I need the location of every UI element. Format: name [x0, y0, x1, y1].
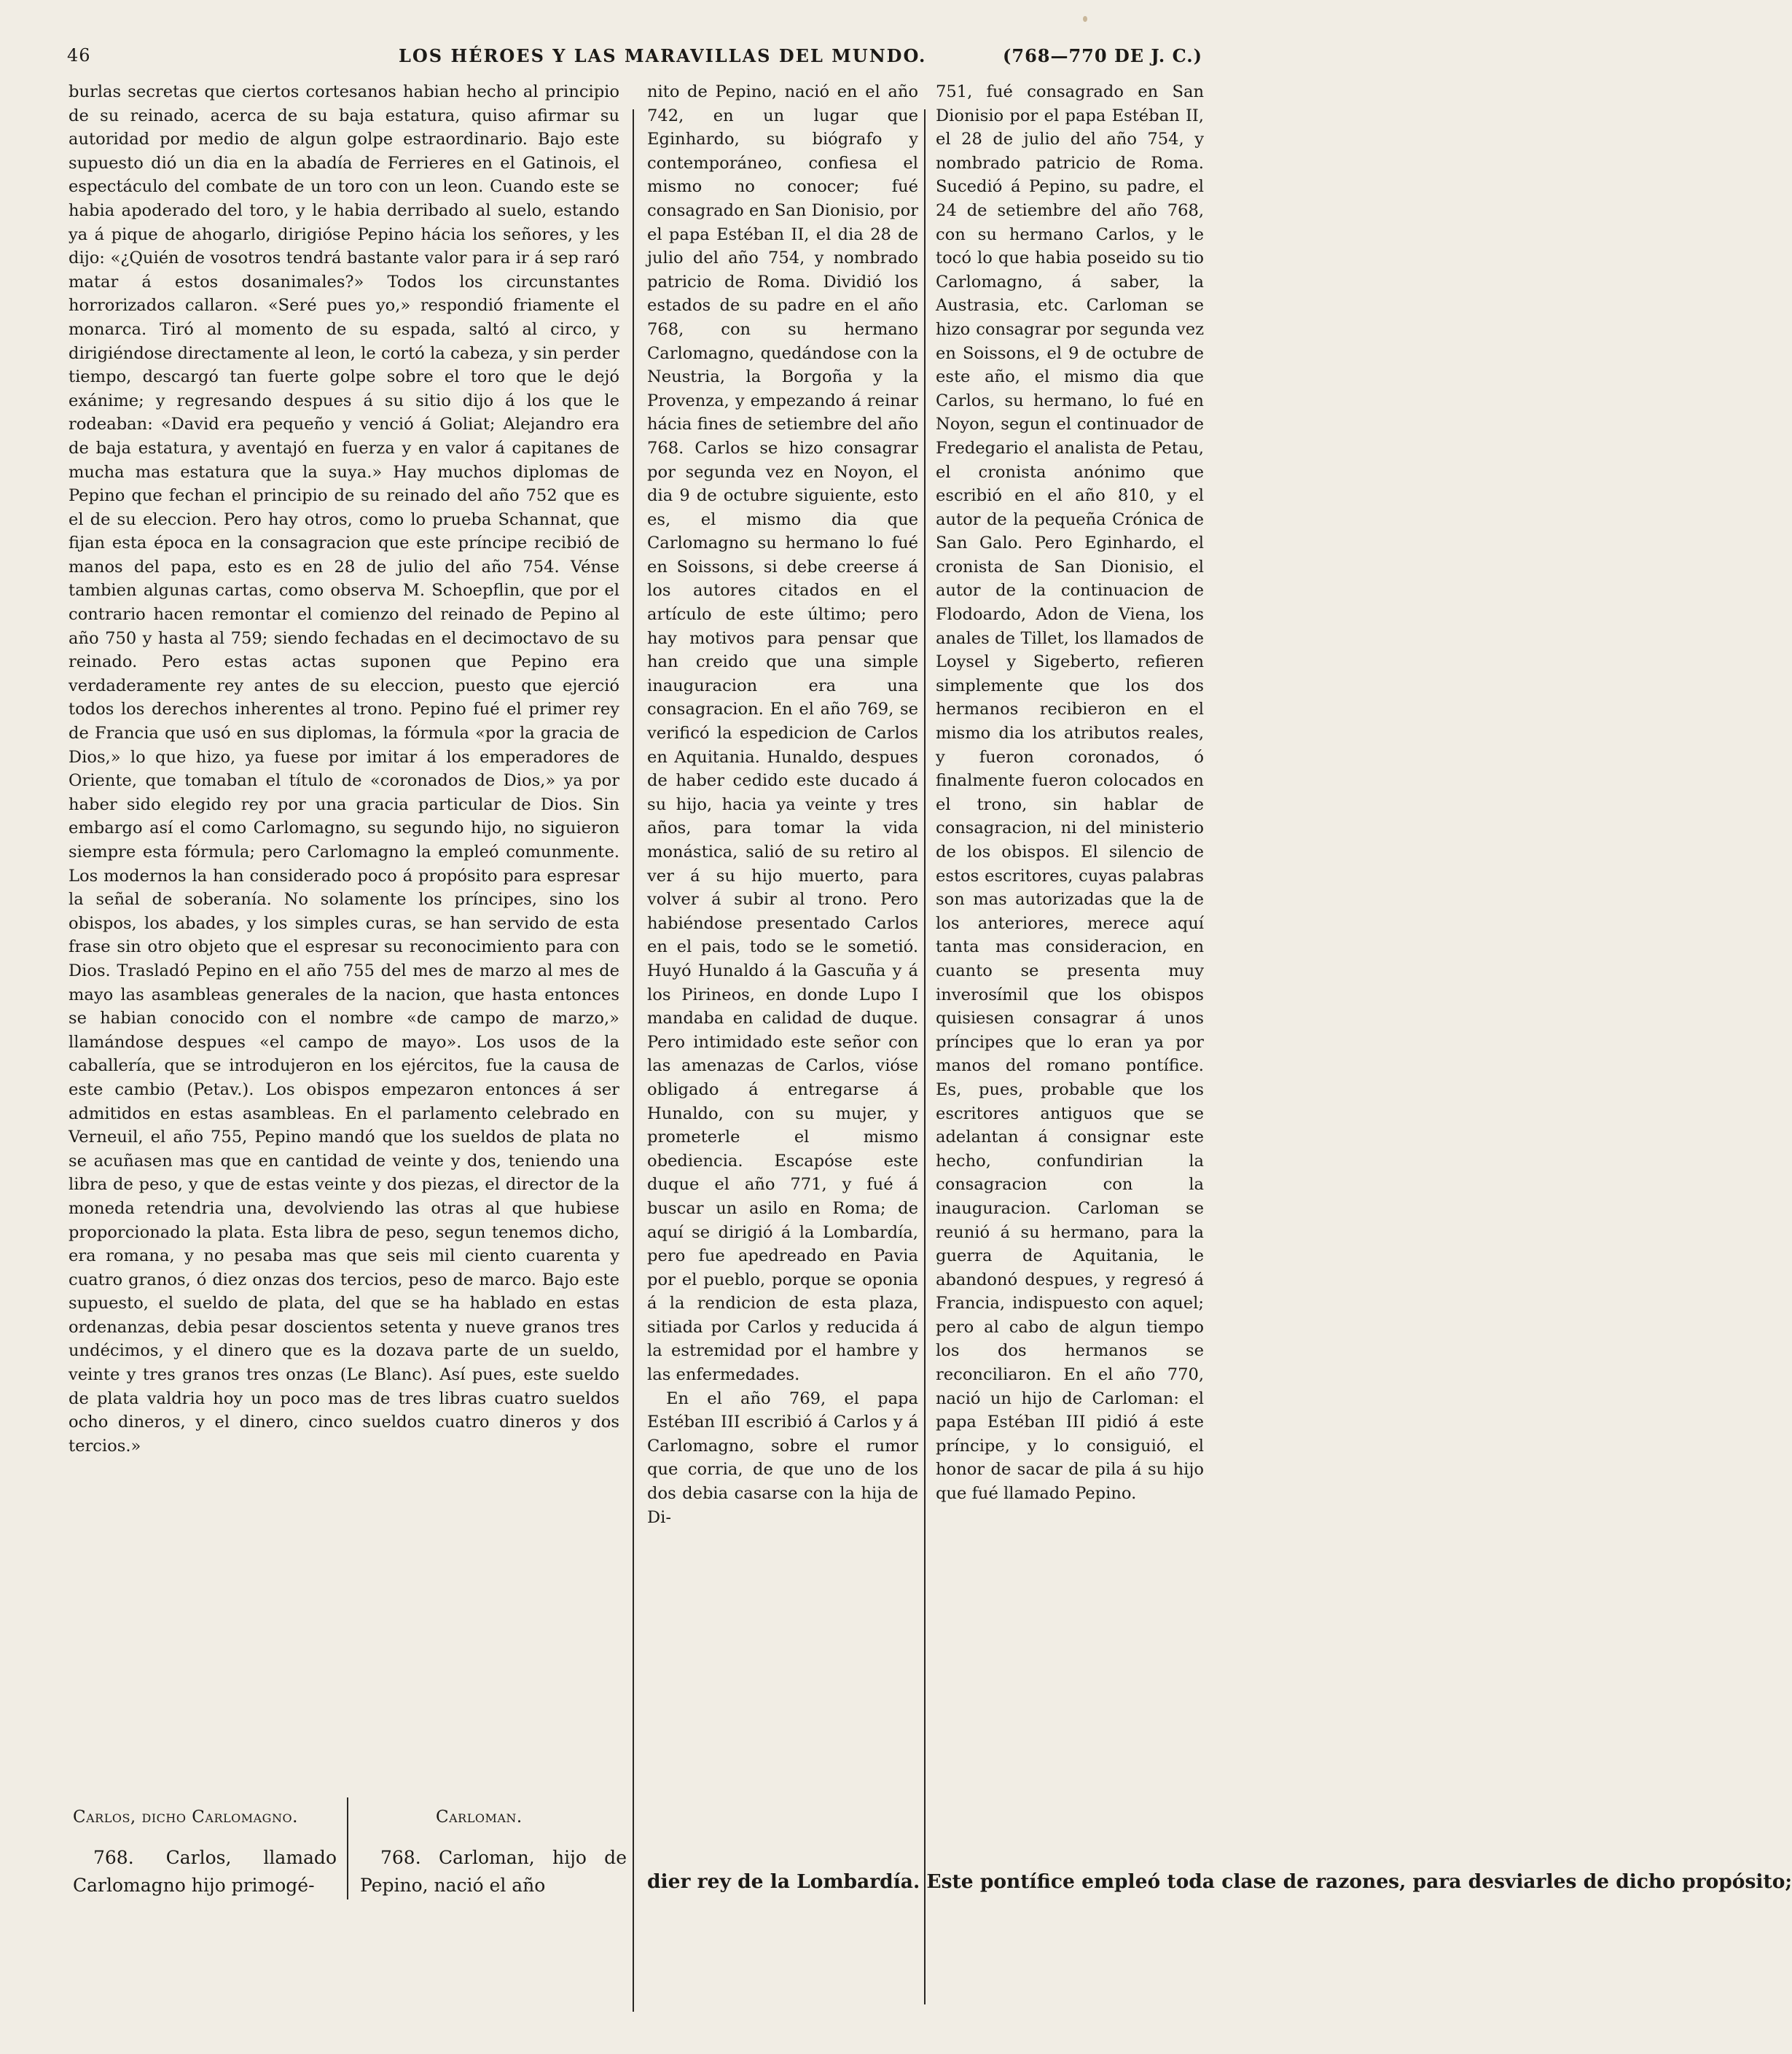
paragraph: nito de Pepino, nació en el año 742, en un lugar que Eginhardo, su biógrafo y contemporáneo, confiesa el mismo no conocer; fué consagrado en San Dionisio, por el papa Estéban II, el dia 28 de julio del año 754, y nombrado patricio de Roma. Dividió los estados de su padre en el año 768, con su hermano Carlomagno, quedándose con la Neustria, la Borgoña y la Provenza, y empezando á reinar hácia fines de setiembre del año 768. Carlos se hizo consagrar por segunda vez en Noyon, el dia 9 de octubre siguiente, esto es, el mismo dia que Carlomagno su hermano lo fué en Soissons, si debe creerse á los autores citados en el artículo de este último; pero hay motivos para pensar que han creido que una simple inauguracion era una consagracion. En el año 769, se verificó la espedicion de Carlos en Aquitania. Hunaldo, despues de haber cedido este ducado á su hijo, hacia ya veinte y tres años, para tomar la vida monástica, salió de su retiro al ver á su hijo muerto, para volver á subir al trono. Pero habiéndose presentado Carlos en el pais, todo se le sometió. Huyó Hunaldo á la Gascuña y á los Pirineos, en donde Lupo I mandaba en calidad de duque. Pero intimidado este señor con las amenazas de Carlos, vióse obligado á entregarse á Hunaldo, con su mujer, y prometerle el mismo obediencia. Escapóse este duque el año 771, y fué á buscar un asilo en Roma; de aquí se dirigió á la Lombardía, pero fue apedreado en Pavia por el pueblo, porque se oponia á la rendicion de esta plaza, sitiada por Carlos y reducida á la estremidad por el hambre y las enfermedades. — [647, 82, 919, 1385]
text-column-right — [936, 80, 1204, 1877]
column-rule-sub — [347, 1797, 348, 1899]
column-rule-2 — [924, 109, 926, 2004]
text-column-middle — [647, 80, 918, 1877]
section-text-carloman: 768. Carloman, hijo de Pepino, nació el año — [360, 1847, 627, 1896]
page-number: 46 — [67, 45, 91, 66]
ink-blot — [1083, 16, 1087, 22]
text-column-left — [69, 80, 619, 1789]
paragraph: 751, fué consagrado en San Dionisio por el papa Estéban II, el 28 de julio del año 754, y nombrado patricio de Roma. Sucedió á Pepino, su padre, el 24 de setiembre del año 768, con su hermano Carlos, y le tocó lo que habia poseido su tio Carlomagno, á saber, la Austrasia, etc. Carloman se hizo consagrar por segunda vez en Soissons, el 9 de octubre de este año, el mismo dia que Carlos, su hermano, lo fué en Noyon, segun el continuador de Fredegario el analista de Petau, el cronista anónimo que escribió en el año 810, y el autor de la pequeña Crónica de San Galo. Pero Eginhardo, el cronista de San Dionisio, el autor de la continuacion de Flodoardo, Adon de Viena, los anales de Tillet, los llamados de Loysel y Sigeberto, refieren simplemente que los dos hermanos recibieron en el mismo dia los atributos reales, y fueron coronados, ó finalmente fueron colocados en el trono, sin hablar de consagracion, ni del ministerio de los obispos. El silencio de estos escritores, cuyas palabras son mas autorizadas que la de los anteriores, merece aquí tanta mas consideracion, en cuanto se presenta muy inverosímil que los obispos quisiesen consagrar á unos príncipes que lo eran ya por manos del romano pontífice. Es, pues, probable que los escritores antiguos que se adelantan á consignar este hecho, confundirian la consagracion con la inauguracion. Carloman se reunió á su hermano, para la guerra de Aquitania, le abandonó despues, y regresó á Francia, indispuesto con aquel; pero al cabo de algun tiempo los dos hermanos se reconciliaron. En el año 770, nació un hijo de Carloman: el papa Estéban III pidió á este príncipe, y lo consiguió, el honor de sacar de pila á su hijo que fué llamado Pepino. — [936, 82, 1204, 1504]
date-range: (768—770 DE J. C.) — [1003, 45, 1202, 66]
paragraph: En el año 769, el papa Estéban III escribió á Carlos y á Carlomagno, sobre el rumor que corria, de que uno de los dos debia casarse con la hija de Di- — [647, 1389, 918, 1527]
paragraph: burlas secretas que ciertos cortesanos habian hecho al principio de su reinado, acerca de su baja estatura, quiso afirmar su autoridad por medio de algun golpe estraordinario. Bajo este supuesto dió un dia en la abadía de Ferrieres en el Gatinois, el espectáculo del combate de un toro con un leon. Cuando este se habia apoderado del toro, y le habia derribado al suelo, estando ya á pique de ahogarlo, dirigióse Pepino hácia los señores, y les dijo: «¿Quién de vosotros tendrá bastante valor para ir á sep raró matar á estos dosanimales?» Todos los circunstantes horrorizados callaron. «Seré pues yo,» respondió friamente el monarca. Tiró al momento de su espada, saltó al circo, y dirigiéndose directamente al leon, le cortó la cabeza, y sin perder tiempo, descargó tan fuerte golpe sobre el toro que le dejó exánime; y regresando despues á su sitio dijo á los que le rodeaban: «David era pequeño y venció á Goliat; Alejandro era de baja estatura, y aventajó en fuerza y en valor á capitanes de mucha mas estatura que la suya.» Hay muchos diplomas de Pepino que fechan el principio de su reinado del año 752 que es el de su eleccion. Pero hay otros, como lo prueba Schannat, que fijan esta época en la consagracion que este príncipe recibió de manos del papa, esto es en 28 de julio del año 754. Vénse tambien algunas cartas, como observa M. Schoepflin, que por el contrario hacen remontar el comienzo del reinado de Pepino al año 750 y hasta al 759; siendo fechadas en el decimoctavo de su reinado. Pero estas actas suponen que Pepino era verdaderamente rey antes de su eleccion, puesto que ejerció todos los derechos inherentes al trono. Pepino fué el primer rey de Francia que usó en sus diplomas, la fórmula «por la gracia de Dios,» lo que hizo, ya fuese por imitar á los emperadores de Oriente, que tomaban el título de «coronados de Dios,» ya por haber sido elegido rey por una gracia particular de Dios. Sin embargo así el como Carlomagno, su segundo hijo, no siguieron siempre esta fórmula; pero Carlomagno la empleó comunmente. Los modernos la han considerado poco á propósito para espresar la señal de soberanía. No solamente los príncipes, sino los obispos, los abades, y los simples curas, se han servido de esta frase sin otro objeto que el espresar su reconocimiento para con Dios. Trasladó Pepino en el año 755 del mes de marzo al mes de mayo las asambleas generales de la nacion, que hasta entonces se habian conocido con el nombre «de campo de marzo,» llamándose despues «el campo de mayo». Los usos de la caballería, que se introdujeron en los ejércitos, fue la causa de este cambio (Petav.). Los obispos empezaron entonces á ser admitidos en estas asambleas. En el parlamento celebrado en Verneuil, el año 755, Pepino mandó que los sueldos de plata no se acuñasen mas que en cantidad de veinte y dos, teniendo una libra de peso, y que de estas veinte y dos piezas, el director de la moneda retendria una, devolviendo las otras al que hubiese proporcionado la plata. Esta libra de peso, segun tenemos dicho, era romana, y no pesaba mas que seis mil ciento cuarenta y cuatro granos, ó diez onzas dos tercios, peso de marco. Bajo este supuesto, el sueldo de plata, del que se ha hablado en estas ordenanzas, debia pesar doscientos setenta y nueve granos tres undécimos, y el dinero que es la dozava parte de un sueldo, veinte y tres granos tres onzas (Le Blanc). Así pues, este sueldo de plata valdria hoy un poco mas de tres libras cuatro sueldos ocho dineros, y el dinero, cinco sueldos cuatro dineros y dos tercios.» — [69, 82, 619, 1456]
bottom-continuation-line: dier rey de la Lombardía. Este pontífice empleó toda clase de razones, para desviarles de dicho propósito; — [647, 1870, 1792, 1893]
section-text-carlos: 768. Carlos, llamado Carlomagno hijo primogé- — [73, 1847, 337, 1896]
section-heading-carlos: Carlos, dicho Carlomagno. — [73, 1808, 298, 1827]
page-header — [67, 45, 1202, 74]
column-rule-1 — [633, 109, 634, 2012]
section-heading-carloman: Carloman. — [436, 1808, 523, 1827]
running-title: LOS HÉROES Y LAS MARAVILLAS DEL MUNDO. — [399, 45, 927, 66]
